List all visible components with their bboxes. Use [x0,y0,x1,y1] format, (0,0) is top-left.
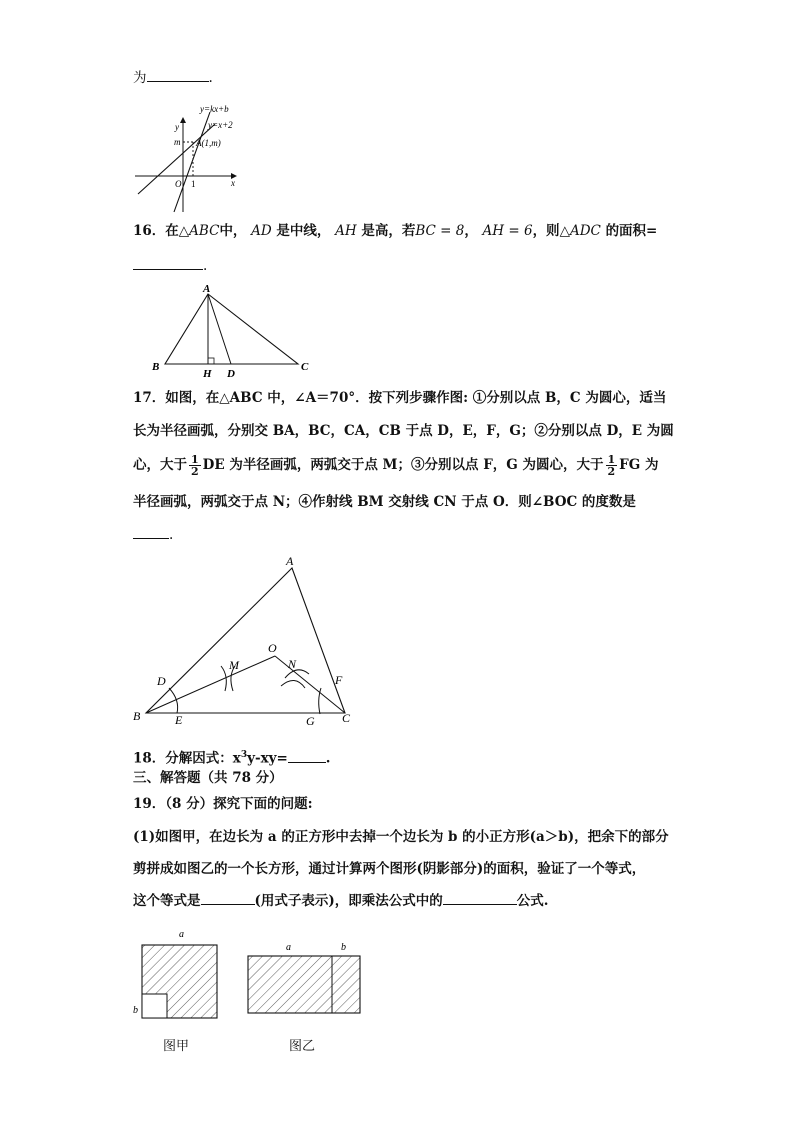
fig17-label-f: F [335,673,343,687]
fig17-label-c: C [342,711,351,725]
label-m: m [174,137,181,147]
q17-line1 [133,388,666,408]
q16-text-b: 中， [219,223,247,239]
q19-p3-a: 这个等式是 [133,893,201,909]
fig16-label-d: D [227,368,235,380]
q16-text-c: 是中线， [276,223,331,239]
q15-tail-text: 为 [133,70,147,86]
label-point-a: A(1,m) [196,138,221,148]
q18-period: . [325,750,331,767]
q16-sep: ， [464,223,478,239]
fig16-label-h: H [203,368,212,380]
label-x2: y=x+2 [208,120,233,130]
q19-p2: 剪拼成如图乙的一个长方形，通过计算两个图形(阴影部分)的面积，验证了一个等式， [133,861,646,877]
label-y: y [175,122,179,132]
fig16-label-c: C [301,361,309,373]
q17-frac1-den: 2 [191,465,199,478]
q19-number: 19． [133,796,166,812]
q17-text-line3a: 心，大于 [133,457,187,473]
q17-line5 [133,524,173,545]
fig17-label-d: D [157,674,166,688]
q19-intro-line [133,794,313,814]
fig17-label-m: M [229,658,239,672]
q19-p3-c: 公式. [516,893,549,909]
q18-text: 分解因式：x [165,750,241,767]
fig-yi-label-a: a [286,942,291,953]
fig-jia-label-b: b [133,1005,138,1016]
q16-ad: AD [251,223,272,239]
label-origin: O [175,179,182,189]
q19-formula-blank[interactable] [443,890,517,905]
q18-line [133,745,330,769]
q16-line1 [133,221,657,241]
q19-equation-blank[interactable] [201,890,255,905]
fig17-label-o: O [268,641,277,655]
q19-p3-b: (用式子表示)，即乘法公式中的 [254,893,443,909]
q17-text-line2: 长为半径画弧，分别交 BA，BC，CA，CB 于点 D，E，F，G；②分别以点 D，E 为圆 [133,423,674,439]
q19-intro: （8 分）探究下面的问题: [165,796,313,812]
q16-ah: AH [335,223,357,239]
q17-frac1-num: 1 [191,453,199,466]
fig17-label-e: E [175,713,183,727]
q16-text-f: 的面积= [605,223,658,239]
q18-number: 18． [133,750,166,767]
q16-text-a: 在 [165,223,179,239]
q16-text-d: 是高，若 [361,223,416,239]
fig-yi-label-b: b [341,942,346,953]
q17-fraction-1 [189,454,201,477]
q19-p1: (1)如图甲，在边长为 a 的正方形中去掉一个边长为 b 的小正方形(a＞b)，把余下的部分 [133,829,669,845]
q15-tail-line [133,67,213,88]
fig-jia [133,929,217,1018]
q17-text-line3c: FG 为 [619,457,659,473]
fig16-label-b: B [152,361,160,373]
q17-line4 [133,492,636,512]
q16-number: 16． [133,223,166,239]
q16-ah-eq: AH = 6 [482,223,533,239]
q17-fraction-2 [606,454,618,477]
q16-triangle-figure [148,282,318,380]
q17-text-line1: 如图，在△ABC 中，∠A＝70°．按下列步骤作图: ①分别以点 B，C 为圆心，适当 [165,390,667,406]
fig17-label-n: N [288,657,297,671]
line-kxb [174,112,210,212]
q17-text-line3b: DE 为半径画弧，两弧交于点 M；③分别以点 F，G 为圆心，大于 [202,457,604,473]
q17-number: 17． [133,390,166,406]
q17-frac2-num: 1 [607,453,616,466]
q17-construction-figure [125,548,365,733]
q16-tri1: △ABC [178,223,220,239]
q16-text-e: ，则 [532,223,560,239]
q18-answer-blank[interactable] [288,748,326,763]
q18-text2: y-xy= [247,750,288,767]
label-kxb: y=kx+b [200,104,229,114]
label-x: x [231,178,235,188]
q16-line2 [133,255,207,276]
fig17-label-a: A [286,554,294,568]
q16-bc-eq: BC = 8 [415,223,465,239]
q19-p3 [133,890,548,911]
q17-line3 [133,452,659,478]
fig17-label-g: G [306,714,315,728]
q18-sup: 3 [240,750,248,760]
q15-answer-blank[interactable] [147,67,209,82]
fig-yi-caption: 图乙 [289,1039,316,1054]
section3-title: 三、解答题（共 78 分） [133,770,283,786]
q17-line2 [133,421,674,441]
q15-function-graph [130,100,250,218]
q17-answer-blank[interactable] [133,524,169,539]
fig16-label-a: A [203,283,211,295]
q17-period: . [169,527,174,543]
q17-frac2-den: 2 [607,465,616,478]
fig-jia-label-a: a [179,929,184,940]
fig-yi [248,942,360,1013]
fig17-label-b: B [133,709,141,723]
q16-period: . [203,258,208,274]
q16-answer-blank[interactable] [133,255,203,270]
fig-jia-caption: 图甲 [163,1039,190,1054]
q16-tri2: △ADC [559,223,601,239]
q15-period: . [208,70,213,86]
q17-text-line4: 半径画弧，两弧交于点 N；④作射线 BM 交射线 CN 于点 O．则∠BOC 的度数是 [133,494,636,510]
label-one: 1 [191,179,196,189]
